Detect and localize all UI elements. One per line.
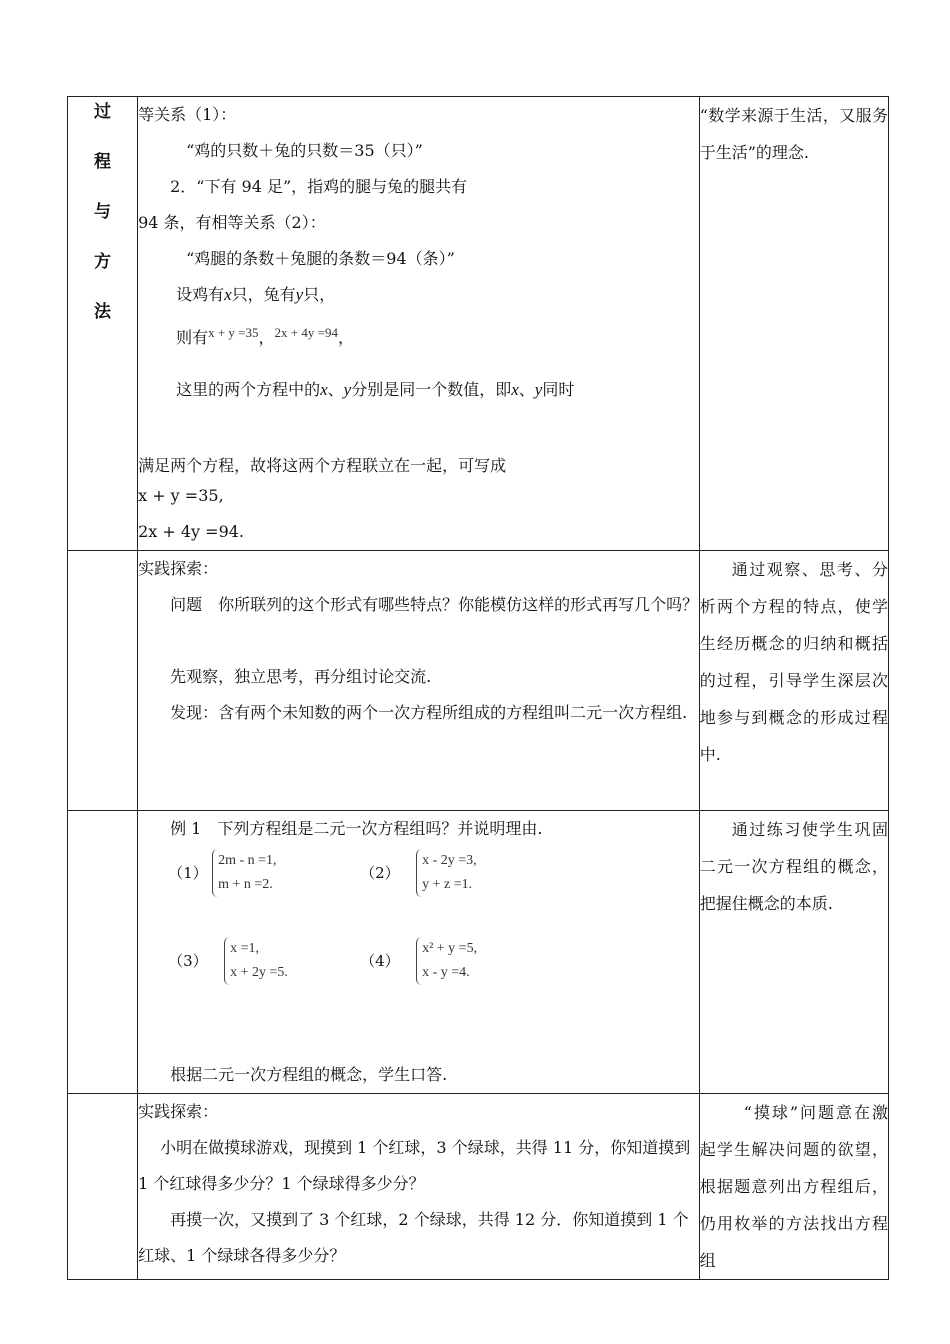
- stage-label-cell: [68, 551, 138, 811]
- section-heading: 实践探索：: [138, 1102, 219, 1121]
- content-cell: [138, 551, 700, 811]
- note-text: 通过观察、思考、分析两个方程的特点，使学生经历概念的归纳和概括的过程，引导学生深层次地参与到概念的形成过程中.: [699, 560, 888, 764]
- stage-char: 法: [94, 302, 112, 322]
- stage-label-cell: [68, 811, 138, 1094]
- text-line: “鸡腿的条数＋兔腿的条数＝94（条）”: [186, 249, 455, 268]
- note-cell: [699, 811, 888, 1094]
- stage-label-cell: [68, 97, 138, 551]
- example-grid: [138, 847, 699, 1057]
- problem-text: 再摸一次，又摸到了 3 个红球，2 个绿球，共得 12 分．你知道摸到 1 个红球、1 个绿球各得多少分？: [138, 1210, 689, 1265]
- stage-label-cell: [68, 1094, 138, 1280]
- combine-line: 满足两个方程，故将这两个方程联立在一起，可写成: [138, 456, 507, 475]
- stage-char: 方: [94, 252, 112, 272]
- table-row: [68, 97, 889, 551]
- equation-2: 2x + 4y =94: [274, 325, 338, 340]
- content-cell: 等关系（1）： “鸡的只数＋兔的只数＝35（只）” 2．“下有 94 足”，指鸡的腿与兔的腿共有 94 条，有相等关系（2）： “鸡腿的条数＋兔腿的条数＝94（条）” 设鸡有x只，兔有y只， 则有$^{x + y =35}$，$^{2x + 4y =94}$， 这里的两个方程中的x、y分别是同一个数值，即x、y同时 满足两个方程，故将这两个方程联立在一起，可写成 x + y =35, 2x + 4y =94.: [138, 97, 700, 551]
- text-line: 2．“下有 94 足”，指鸡的腿与兔的腿共有: [170, 177, 468, 196]
- example-item: （2） x - 2y =3, y + z =1.: [360, 849, 477, 897]
- finding-text: 发现：含有两个未知数的两个一次方程所组成的方程组叫二元一次方程组.: [170, 703, 688, 722]
- example-title: 例 1 下列方程组是二元一次方程组吗？并说明理由.: [170, 819, 543, 838]
- equation-1: x + y =35: [208, 325, 259, 340]
- text-line: 94 条，有相等关系（2）：: [138, 213, 326, 232]
- example-item: （3） x =1, x + 2y =5.: [168, 937, 288, 985]
- table-row: [68, 551, 889, 811]
- note-cell: [699, 1094, 888, 1280]
- observe-text: 先观察，独立思考，再分组讨论交流.: [170, 667, 432, 686]
- note-text: “数学来源于生活，又服务于生活”的理念.: [699, 106, 888, 162]
- content-cell: [138, 811, 700, 1094]
- note-text: “摸球”问题意在激起学生解决问题的欲望，根据题意列出方程组后，仍用枚举的方法找出方程组: [699, 1103, 888, 1270]
- table-row: [68, 1094, 889, 1280]
- table-row: [68, 811, 889, 1094]
- note-cell: [699, 97, 888, 551]
- note-text: 通过练习使学生巩固二元一次方程组的概念，把握住概念的本质.: [699, 820, 888, 913]
- note-cell: [699, 551, 888, 811]
- lesson-plan-table: [67, 96, 889, 1280]
- stage-char: 与: [94, 202, 112, 222]
- equations-line: 则有$^{x + y =35}$，$^{2x + 4y =94}$，: [176, 325, 354, 347]
- set-variables-line: 设鸡有x只，兔有y只，: [176, 285, 336, 304]
- explain-line: 这里的两个方程中的x、y分别是同一个数值，即x、y同时: [176, 380, 575, 399]
- problem-text: 小明在做摸球游戏，现摸到 1 个红球，3 个绿球，共得 11 分，你知道摸到 1 个红球得多少分？1 个绿球得多少分？: [138, 1138, 691, 1193]
- text-line: “鸡的只数＋兔的只数＝35（只）”: [186, 141, 423, 160]
- stage-char: 过: [94, 102, 112, 122]
- section-heading: 实践探索：: [138, 559, 219, 578]
- example-item: （4） x² + y =5, x - y =4.: [360, 937, 477, 985]
- stage-char: 程: [94, 152, 112, 172]
- answer-text: 根据二元一次方程组的概念，学生口答.: [170, 1065, 448, 1084]
- question-text: 问题 你所联列的这个形式有哪些特点？你能模仿这样的形式再写几个吗？: [170, 595, 699, 614]
- text-line: 等关系（1）：: [138, 105, 237, 124]
- example-item: （1） 2m - n =1, m + n =2.: [168, 849, 276, 897]
- content-cell: [138, 1094, 700, 1280]
